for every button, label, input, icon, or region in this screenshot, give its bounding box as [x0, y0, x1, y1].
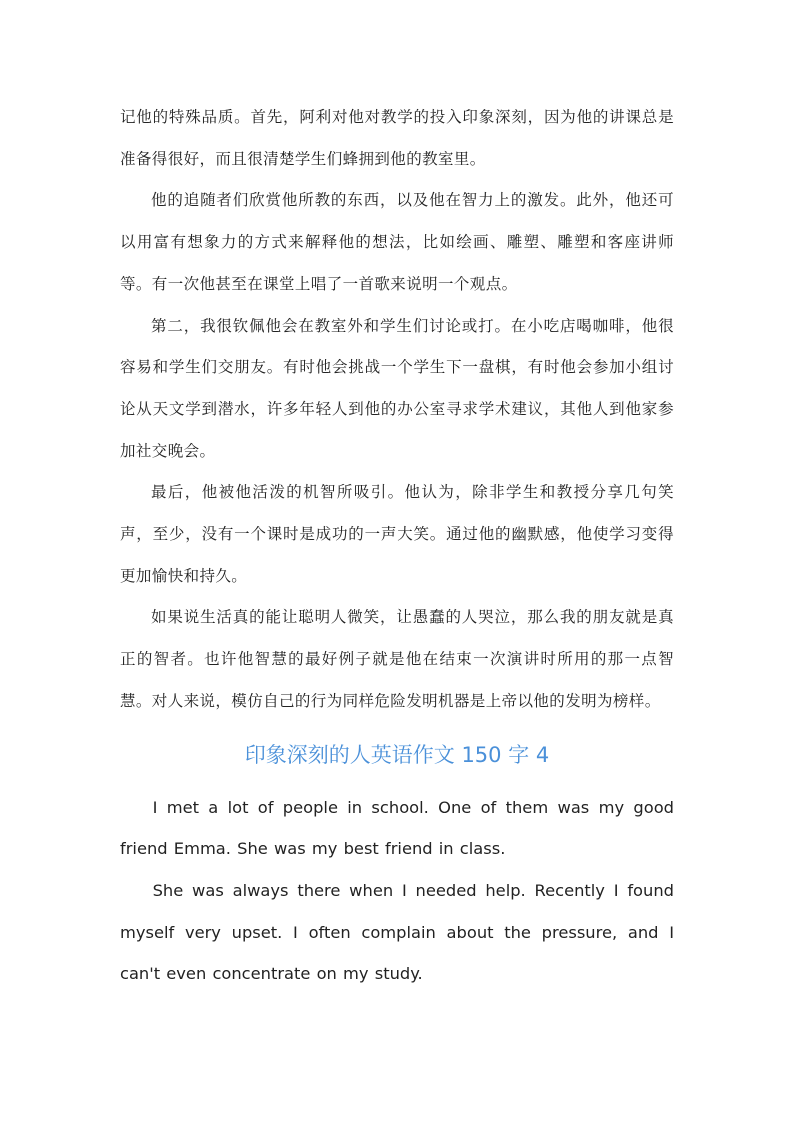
- paragraph: 记他的特殊品质。首先，阿利对他对教学的投入印象深刻，因为他的讲课总是准备得很好，而且很清楚学生们蜂拥到他的教室里。: [120, 108, 674, 168]
- paragraph: 最后，他被他活泼的机智所吸引。他认为，除非学生和教授分享几句笑声，至少，没有一个课时是成功的一声大笑。通过他的幽默感，他使学习变得更加愉快和持久。: [120, 483, 674, 585]
- paragraph: 如果说生活真的能让聪明人微笑，让愚蠢的人哭泣，那么我的朋友就是真正的智者。也许他智慧的最好例子就是他在结束一次演讲时所用的那一点智慧。对人来说，模仿自己的行为同样危险发明机器是上帝以他的发明为榜样。: [120, 608, 674, 710]
- paragraph-english: She was always there when I needed help. Recently I found myself very upset. I often complain about the pressure, and I can't even concentrate on my study.: [120, 880, 674, 984]
- paragraph: 他的追随者们欣赏他所教的东西，以及他在智力上的激发。此外，他还可以用富有想象力的方式来解释他的想法，比如绘画、雕塑、雕塑和客座讲师等。有一次他甚至在课堂上唱了一首歌来说明一个观点。: [120, 191, 674, 293]
- section-heading: 印象深刻的人英语作文 150 字 4: [244, 742, 550, 767]
- paragraph-english: I met a lot of people in school. One of them was my good friend Emma. She was my best friend in class.: [120, 797, 674, 859]
- document-body: [120, 97, 674, 995]
- paragraph: 第二，我很钦佩他会在教室外和学生们讨论或打。在小吃店喝咖啡，他很容易和学生们交朋友。有时他会挑战一个学生下一盘棋，有时他会参加小组讨论从天文学到潜水，许多年轻人到他的办公室寻求学术建议，其他人到他家参加社交晚会。: [120, 316, 674, 460]
